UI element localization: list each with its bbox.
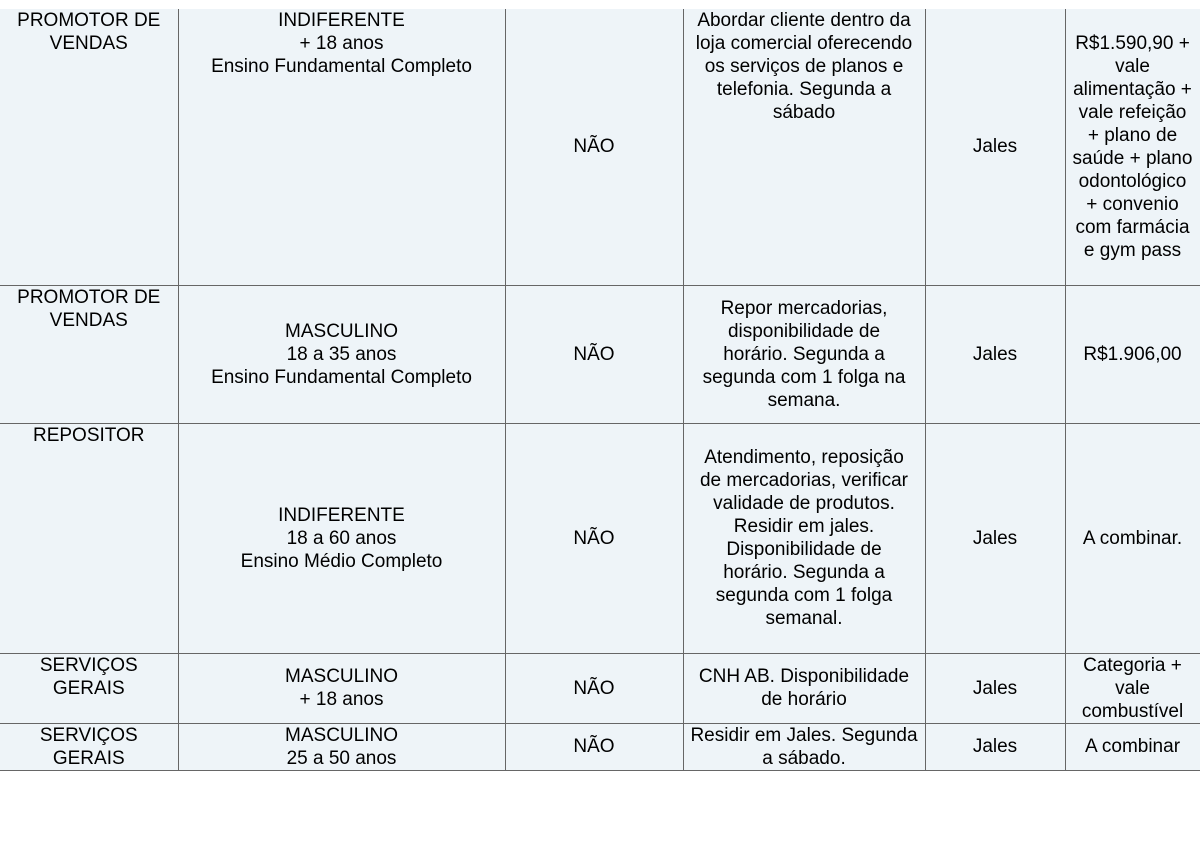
requirement-line: 18 a 35 anos xyxy=(286,343,397,365)
job-title-line: REPOSITOR xyxy=(32,424,145,446)
description-cell xyxy=(683,723,925,770)
salary-line: + convenio xyxy=(1086,193,1179,215)
job-title-line: VENDAS xyxy=(49,309,128,331)
salary-line: e gym pass xyxy=(1083,239,1182,261)
flag-cell: NÃO xyxy=(505,653,683,723)
description-line: a sábado. xyxy=(762,747,846,769)
job-title-cell xyxy=(0,9,178,285)
requirement-line: + 18 anos xyxy=(299,689,384,710)
table-row xyxy=(0,9,1200,285)
salary-line: + plano de xyxy=(1087,124,1178,146)
description-line: de horário xyxy=(761,689,847,710)
city-cell: Jales xyxy=(925,723,1065,770)
description-line: Abordar cliente dentro da xyxy=(697,10,911,31)
salary-line: vale xyxy=(1115,55,1150,77)
description-line: disponibilidade de xyxy=(727,320,881,342)
salary-line: A combinar. xyxy=(1082,527,1183,549)
description-cell xyxy=(683,423,925,653)
requirements-cell xyxy=(178,9,505,285)
job-title-line: SERVIÇOS GERAIS xyxy=(39,724,138,769)
requirements-cell xyxy=(178,723,505,770)
requirement-line: MASCULINO xyxy=(285,724,398,746)
salary-line: R$1.590,90 + xyxy=(1075,32,1190,54)
job-title-cell xyxy=(0,723,178,770)
job-title-cell xyxy=(0,653,178,723)
salary-line: com farmácia xyxy=(1075,216,1190,238)
table-row xyxy=(0,653,1200,723)
job-title-line: SERVIÇOS GERAIS xyxy=(39,654,138,699)
requirements-cell xyxy=(178,423,505,653)
requirement-line: Ensino Médio Completo xyxy=(240,550,443,572)
description-line: segunda com 1 folga xyxy=(715,585,893,606)
description-line: de mercadorias, verificar xyxy=(699,470,909,491)
description-line: sábado xyxy=(772,102,836,123)
requirement-line: 18 a 60 anos xyxy=(286,527,397,549)
description-line: CNH AB. Disponibilidade xyxy=(698,666,910,687)
salary-line: R$1.906,00 xyxy=(1083,343,1182,365)
requirement-line: Ensino Fundamental Completo xyxy=(211,366,472,388)
description-line: os serviços de planos e xyxy=(704,56,904,77)
job-title-cell xyxy=(0,423,178,653)
description-line: Disponibilidade de xyxy=(726,539,882,560)
description-line: semana. xyxy=(767,389,841,411)
requirements-cell xyxy=(178,285,505,423)
salary-line: Categoria + xyxy=(1083,654,1182,676)
flag-cell: NÃO xyxy=(505,423,683,653)
salary-line: odontológico xyxy=(1078,170,1187,192)
flag-cell: NÃO xyxy=(505,9,683,285)
salary-line: saúde + plano xyxy=(1072,147,1193,169)
description-line: telefonia. Segunda a xyxy=(716,79,892,100)
city-cell: Jales xyxy=(925,423,1065,653)
description-line: segunda com 1 folga na xyxy=(702,366,906,388)
description-line: Atendimento, reposição xyxy=(704,447,904,468)
city-cell: Jales xyxy=(925,285,1065,423)
flag-cell: NÃO xyxy=(505,285,683,423)
description-line: validade de produtos. xyxy=(713,493,895,514)
job-title-line: VENDAS xyxy=(49,33,128,54)
requirement-line: MASCULINO xyxy=(285,320,398,342)
job-title-cell xyxy=(0,285,178,423)
description-line: loja comercial oferecendo xyxy=(695,33,913,54)
table-row xyxy=(0,723,1200,770)
description-line: Residir em Jales. Segunda xyxy=(690,724,918,746)
job-title-line: PROMOTOR DE xyxy=(17,10,161,31)
requirement-line: INDIFERENTE xyxy=(278,504,405,526)
description-line: Residir em jales. xyxy=(733,516,875,537)
salary-cell xyxy=(1065,9,1200,285)
description-cell xyxy=(683,9,925,285)
table-row xyxy=(0,423,1200,653)
salary-cell xyxy=(1065,653,1200,723)
requirement-line: 25 a 50 anos xyxy=(286,747,397,769)
salary-line: vale refeição xyxy=(1078,101,1187,123)
description-cell xyxy=(683,653,925,723)
requirement-line: Ensino Fundamental Completo xyxy=(211,56,472,77)
job-listings-table xyxy=(0,9,1200,771)
description-line: Repor mercadorias, xyxy=(720,297,888,319)
requirements-cell xyxy=(178,653,505,723)
salary-line: vale xyxy=(1115,677,1150,699)
city-cell: Jales xyxy=(925,653,1065,723)
requirement-line: MASCULINO xyxy=(285,666,398,687)
description-line: horário. Segunda a xyxy=(723,343,885,365)
requirement-line: + 18 anos xyxy=(299,33,384,54)
city-cell: Jales xyxy=(925,9,1065,285)
salary-line: combustível xyxy=(1081,700,1184,722)
flag-cell: NÃO xyxy=(505,723,683,770)
salary-line: alimentação + xyxy=(1073,78,1192,100)
salary-line: A combinar xyxy=(1084,736,1181,757)
description-line: horário. Segunda a xyxy=(723,562,885,583)
requirement-line: INDIFERENTE xyxy=(278,10,405,31)
salary-cell xyxy=(1065,723,1200,770)
table-row xyxy=(0,285,1200,423)
description-line: semanal. xyxy=(765,608,843,629)
salary-cell xyxy=(1065,423,1200,653)
salary-cell xyxy=(1065,285,1200,423)
description-cell xyxy=(683,285,925,423)
job-title-line: PROMOTOR DE xyxy=(17,286,161,308)
